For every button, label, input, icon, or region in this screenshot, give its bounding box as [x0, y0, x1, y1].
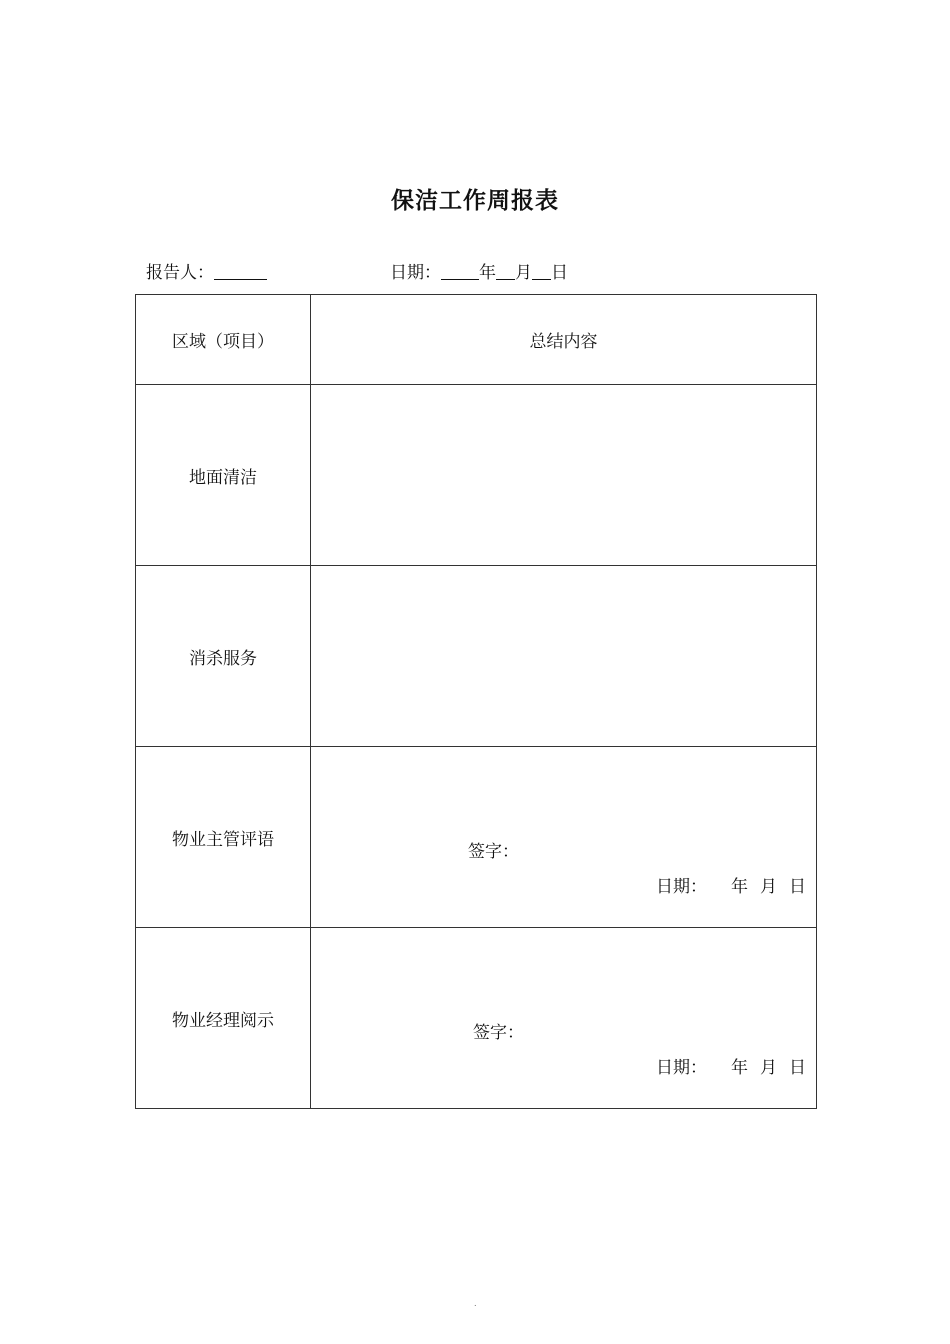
- supervisor-day: 日: [789, 877, 806, 897]
- manager-date-label: 日期：: [656, 1058, 707, 1078]
- report-table: [135, 294, 817, 1109]
- manager-year: 年: [731, 1058, 748, 1078]
- table-header-row: [136, 295, 817, 385]
- table-row: [136, 566, 817, 747]
- header-summary: 总结内容: [311, 295, 817, 385]
- supervisor-signature-label: 签字：: [468, 842, 519, 862]
- row-label-disinfection: 消杀服务: [136, 566, 311, 747]
- supervisor-date: [656, 872, 806, 897]
- supervisor-year: 年: [731, 877, 748, 897]
- date-label: 日期：: [390, 263, 441, 283]
- page-marker: .: [474, 1299, 477, 1308]
- date-line: [390, 258, 568, 283]
- manager-date: [656, 1053, 806, 1078]
- supervisor-comment-cell[interactable]: [311, 747, 817, 928]
- year-blank[interactable]: [441, 263, 479, 280]
- supervisor-month: 月: [760, 877, 777, 897]
- table-row: [136, 747, 817, 928]
- day-label: 日: [551, 263, 568, 283]
- month-label: 月: [515, 263, 532, 283]
- day-blank[interactable]: [532, 263, 551, 280]
- manager-day: 日: [789, 1058, 806, 1078]
- manager-signature-label: 签字：: [473, 1023, 524, 1043]
- row-label-floor-cleaning: 地面清洁: [136, 385, 311, 566]
- reporter-line: [146, 258, 267, 283]
- manager-review-cell[interactable]: [311, 928, 817, 1109]
- header-area: 区域（项目）: [136, 295, 311, 385]
- reporter-label: 报告人：: [146, 263, 214, 283]
- supervisor-date-label: 日期：: [656, 877, 707, 897]
- row-label-manager-review: 物业经理阅示: [136, 928, 311, 1109]
- manager-month: 月: [760, 1058, 777, 1078]
- page-title: 保洁工作周报表: [391, 187, 559, 214]
- month-blank[interactable]: [496, 263, 515, 280]
- summary-cell-disinfection[interactable]: [311, 566, 817, 747]
- summary-cell-floor-cleaning[interactable]: [311, 385, 817, 566]
- table-row: [136, 928, 817, 1109]
- reporter-blank[interactable]: [214, 263, 267, 280]
- row-label-supervisor-comment: 物业主管评语: [136, 747, 311, 928]
- year-label: 年: [479, 263, 496, 283]
- table-row: [136, 385, 817, 566]
